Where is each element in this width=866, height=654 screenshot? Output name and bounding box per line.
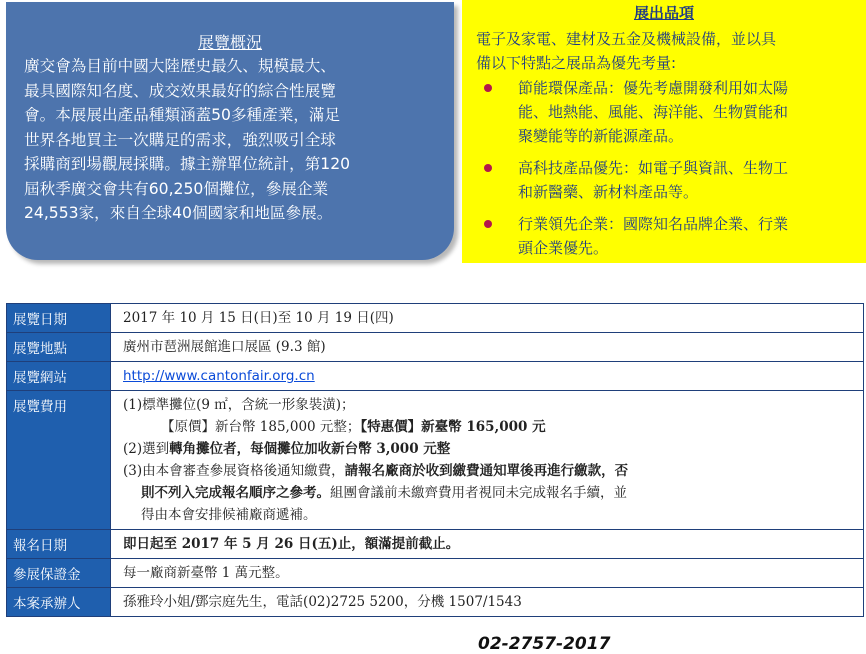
table-row: [7, 333, 864, 362]
table-row: [7, 530, 864, 559]
bullet-line: 頭企業優先。: [518, 239, 609, 257]
bullet-dot-icon: [484, 164, 492, 172]
table-row: [7, 391, 864, 530]
fee-line-3-prefix: (3)由本會審查參展資格後通知繳費，: [123, 463, 345, 479]
bullet-line: 高科技產品優先：如電子與資訊、生物工: [518, 159, 789, 177]
fee-label: 展覽費用: [7, 391, 111, 530]
website-label: 展覽網站: [7, 362, 111, 391]
fee-line-1-prices: [123, 416, 851, 438]
overview-line: 採購商到場觀展採購。據主辦單位統計，第120: [24, 155, 351, 173]
exhibit-items-title: 展出品項: [633, 4, 694, 22]
fee-line-3-cont: [123, 482, 851, 504]
registration-label: 報名日期: [7, 530, 111, 559]
bullet-line: 聚變能等的新能源產品。: [518, 127, 684, 145]
date-value: 2017 年 10 月 15 日(日)至 10 月 19 日(四): [111, 304, 864, 333]
fee-line-1: (1)標準攤位(9 ㎡，含統一形象裝潢)；: [123, 397, 355, 413]
original-price: 【原價】新台幣 185,000 元整；: [161, 419, 361, 435]
footer-fax-fragment: 02-2757-2017: [478, 634, 611, 654]
exhibit-items-panel: [462, 0, 866, 263]
fee-line-2-prefix: (2)選到: [123, 441, 170, 457]
intro-line: 電子及家電、建材及五金及機械設備，並以具: [476, 30, 777, 48]
overview-line: 24,553家，來自全球40個國家和地區參展。: [24, 204, 333, 222]
table-row: [7, 304, 864, 333]
table-row: [7, 362, 864, 391]
exhibition-info-table: [6, 303, 864, 617]
deposit-label: 參展保證金: [7, 559, 111, 588]
overview-text: [24, 54, 444, 226]
intro-line: 備以下特點之展品為優先考量:: [476, 54, 677, 72]
bullet-dot-icon: [484, 220, 492, 228]
fee-line-3-bold-cont: 則不列入完成報名順序之參考。: [141, 485, 330, 501]
exhibit-items-intro: [476, 27, 776, 75]
fee-line-3: [123, 460, 851, 482]
contact-label: 本案承辦人: [7, 588, 111, 617]
deposit-value: 每一廠商新臺幣 1 萬元整。: [111, 559, 864, 588]
website-link[interactable]: http://www.cantonfair.org.cn: [123, 368, 315, 384]
bullet-line: 和新醫藥、新材料產品等。: [518, 183, 699, 201]
fee-line-3-bold: 請報名廠商於收到繳費通知單後再進行繳款，否: [344, 463, 629, 479]
table-row: [7, 588, 864, 617]
overview-line: 世界各地買主一次購足的需求，強烈吸引全球: [24, 130, 336, 149]
date-label: 展覽日期: [7, 304, 111, 333]
overview-line: 屆秋季廣交會共有60,250個攤位，參展企業: [24, 179, 329, 198]
bullet-dot-icon: [484, 84, 492, 92]
special-price: 【特惠價】新臺幣 165,000 元: [360, 419, 546, 435]
registration-value: 即日起至 2017 年 5 月 26 日(五)止，額滿提前截止。: [111, 530, 864, 559]
contact-value: 孫雅玲小姐/鄧宗庭先生，電話(02)2725 5200，分機 1507/1543: [111, 588, 864, 617]
overview-line: 廣交會為目前中國大陸歷史最久、規模最大、: [24, 57, 336, 75]
overview-panel: [6, 2, 454, 260]
bullet-line: 節能環保產品：優先考慮開發利用如太陽: [518, 79, 789, 97]
overview-line: 最具國際知名度、成交效果最好的綜合性展覽: [24, 81, 336, 100]
fee-line-3-note: 組團會議前未繳齊費用者視同未完成報名手續，並: [330, 485, 627, 501]
table-row: [7, 559, 864, 588]
fee-line-2-bold: 轉角攤位者，每個攤位加收新台幣 3,000 元整: [169, 441, 451, 457]
overview-line: 會。本展展出產品種類涵蓋50多種產業，滿足: [24, 106, 341, 124]
fee-value: [111, 391, 864, 530]
overview-title: 展覽概況: [197, 33, 262, 52]
fee-line-3-end: 得由本會安排候補廠商遞補。: [141, 507, 317, 523]
bullet-line: 能、地熱能、風能、海洋能、生物質能和: [518, 103, 789, 121]
venue-label: 展覽地點: [7, 333, 111, 362]
venue-value: 廣州市琶洲展館進口展區 (9.3 館): [111, 333, 864, 362]
fee-line-2: [123, 438, 851, 460]
bullet-line: 行業領先企業：國際知名品牌企業、行業: [518, 215, 789, 233]
